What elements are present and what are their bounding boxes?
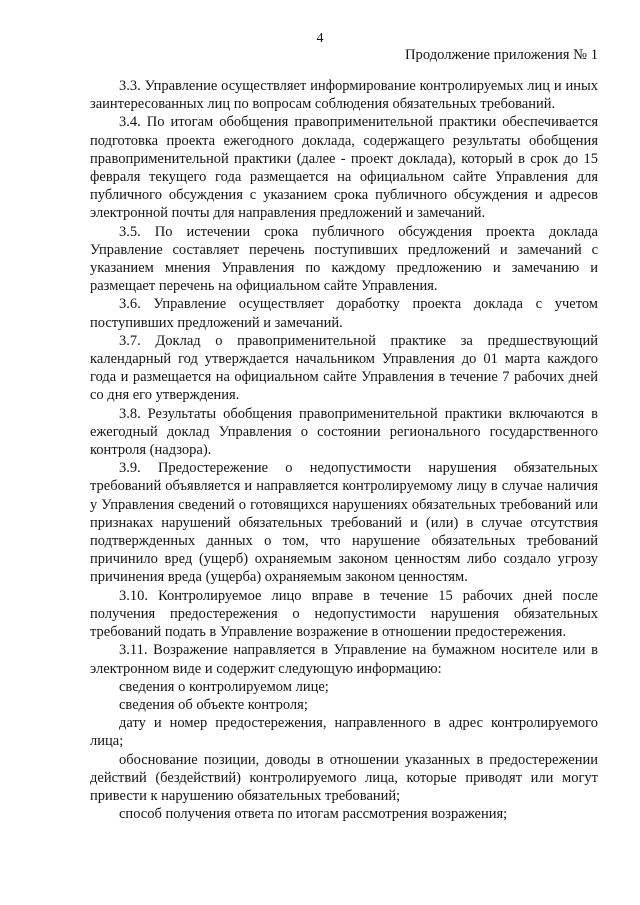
paragraph-3-7: 3.7. Доклад о правоприменительной практике за предшествующий календарный год утверждается начальником Управления до 01 марта каждого года и размещается на официальном сайте Управления в течение 7 рабочих дней со дня его утверждения. <box>90 332 598 404</box>
paragraph-3-4: 3.4. По итогам обобщения правоприменительной практики обеспечивается подготовка проекта ежегодного доклада, содержащего результаты обобщения правоприменительной практики (далее - проект доклада), который в срок до 15 февраля текущего года размещается на официальном сайте Управления для публичного обсуждения с указанием срока публичного обсуждения и адресов электронной почты для направления предложений и замечаний. <box>90 114 598 222</box>
list-item-warning-date-number: дату и номер предостережения, направленного в адрес контролируемого лица; <box>90 715 598 750</box>
paragraph-3-11: 3.11. Возражение направляется в Управление на бумажном носителе или в электронном виде и содержит следующую информацию: <box>90 642 598 677</box>
paragraph-3-9: 3.9. Предостережение о недопустимости нарушения обязательных требований объявляется и направляется контролируемому лицу в случае наличия у Управления сведений о готовящихся нарушениях обязательных требований или признаках нарушений обязательных требований и (или) в случае отсутствия подтвержденных данных о том, что нарушение обязательных требований причинило вред (ущерб) охраняемым законом ценностям либо создало угрозу причинения вреда (ущерба) охраняемым законом ценностям. <box>90 460 598 586</box>
list-item-justification: обоснование позиции, доводы в отношении указанных в предостережении действий (бездействий) контролируемого лица, которые приводят или могут привести к нарушению обязательных требований; <box>90 751 598 804</box>
paragraph-3-10: 3.10. Контролируемое лицо вправе в течение 15 рабочих дней после получения предостережения о недопустимости нарушения обязательных требований подать в Управление возражение в отношении предостережения. <box>90 587 598 641</box>
document-body <box>90 77 598 823</box>
paragraph-3-8: 3.8. Результаты обобщения правоприменительной практики включаются в ежегодный доклад Управления о состоянии регионального государственного контроля (надзора). <box>90 405 598 459</box>
page-number: 4 <box>316 31 324 46</box>
appendix-continuation-note: Продолжение приложения № 1 <box>405 47 598 63</box>
list-item-control-object: сведения об объекте контроля; <box>119 696 308 713</box>
list-item-controlled-person: сведения о контролируемом лице; <box>119 678 329 695</box>
paragraph-3-6: 3.6. Управление осуществляет доработку проекта доклада с учетом поступивших предложений и замечаний. <box>90 296 598 331</box>
paragraph-3-5: 3.5. По истечении срока публичного обсуждения проекта доклада Управление составляет перечень поступивших предложений и замечаний с указанием мнения Управления по каждому предложению и замечанию и размещает перечень на официальном сайте Управления. <box>90 223 598 295</box>
list-item-response-method: способ получения ответа по итогам рассмотрения возражения; <box>119 806 508 823</box>
paragraph-3-3: 3.3. Управление осуществляет информирование контролируемых лиц и иных заинтересованных лиц по вопросам соблюдения обязательных требований. <box>90 78 598 113</box>
